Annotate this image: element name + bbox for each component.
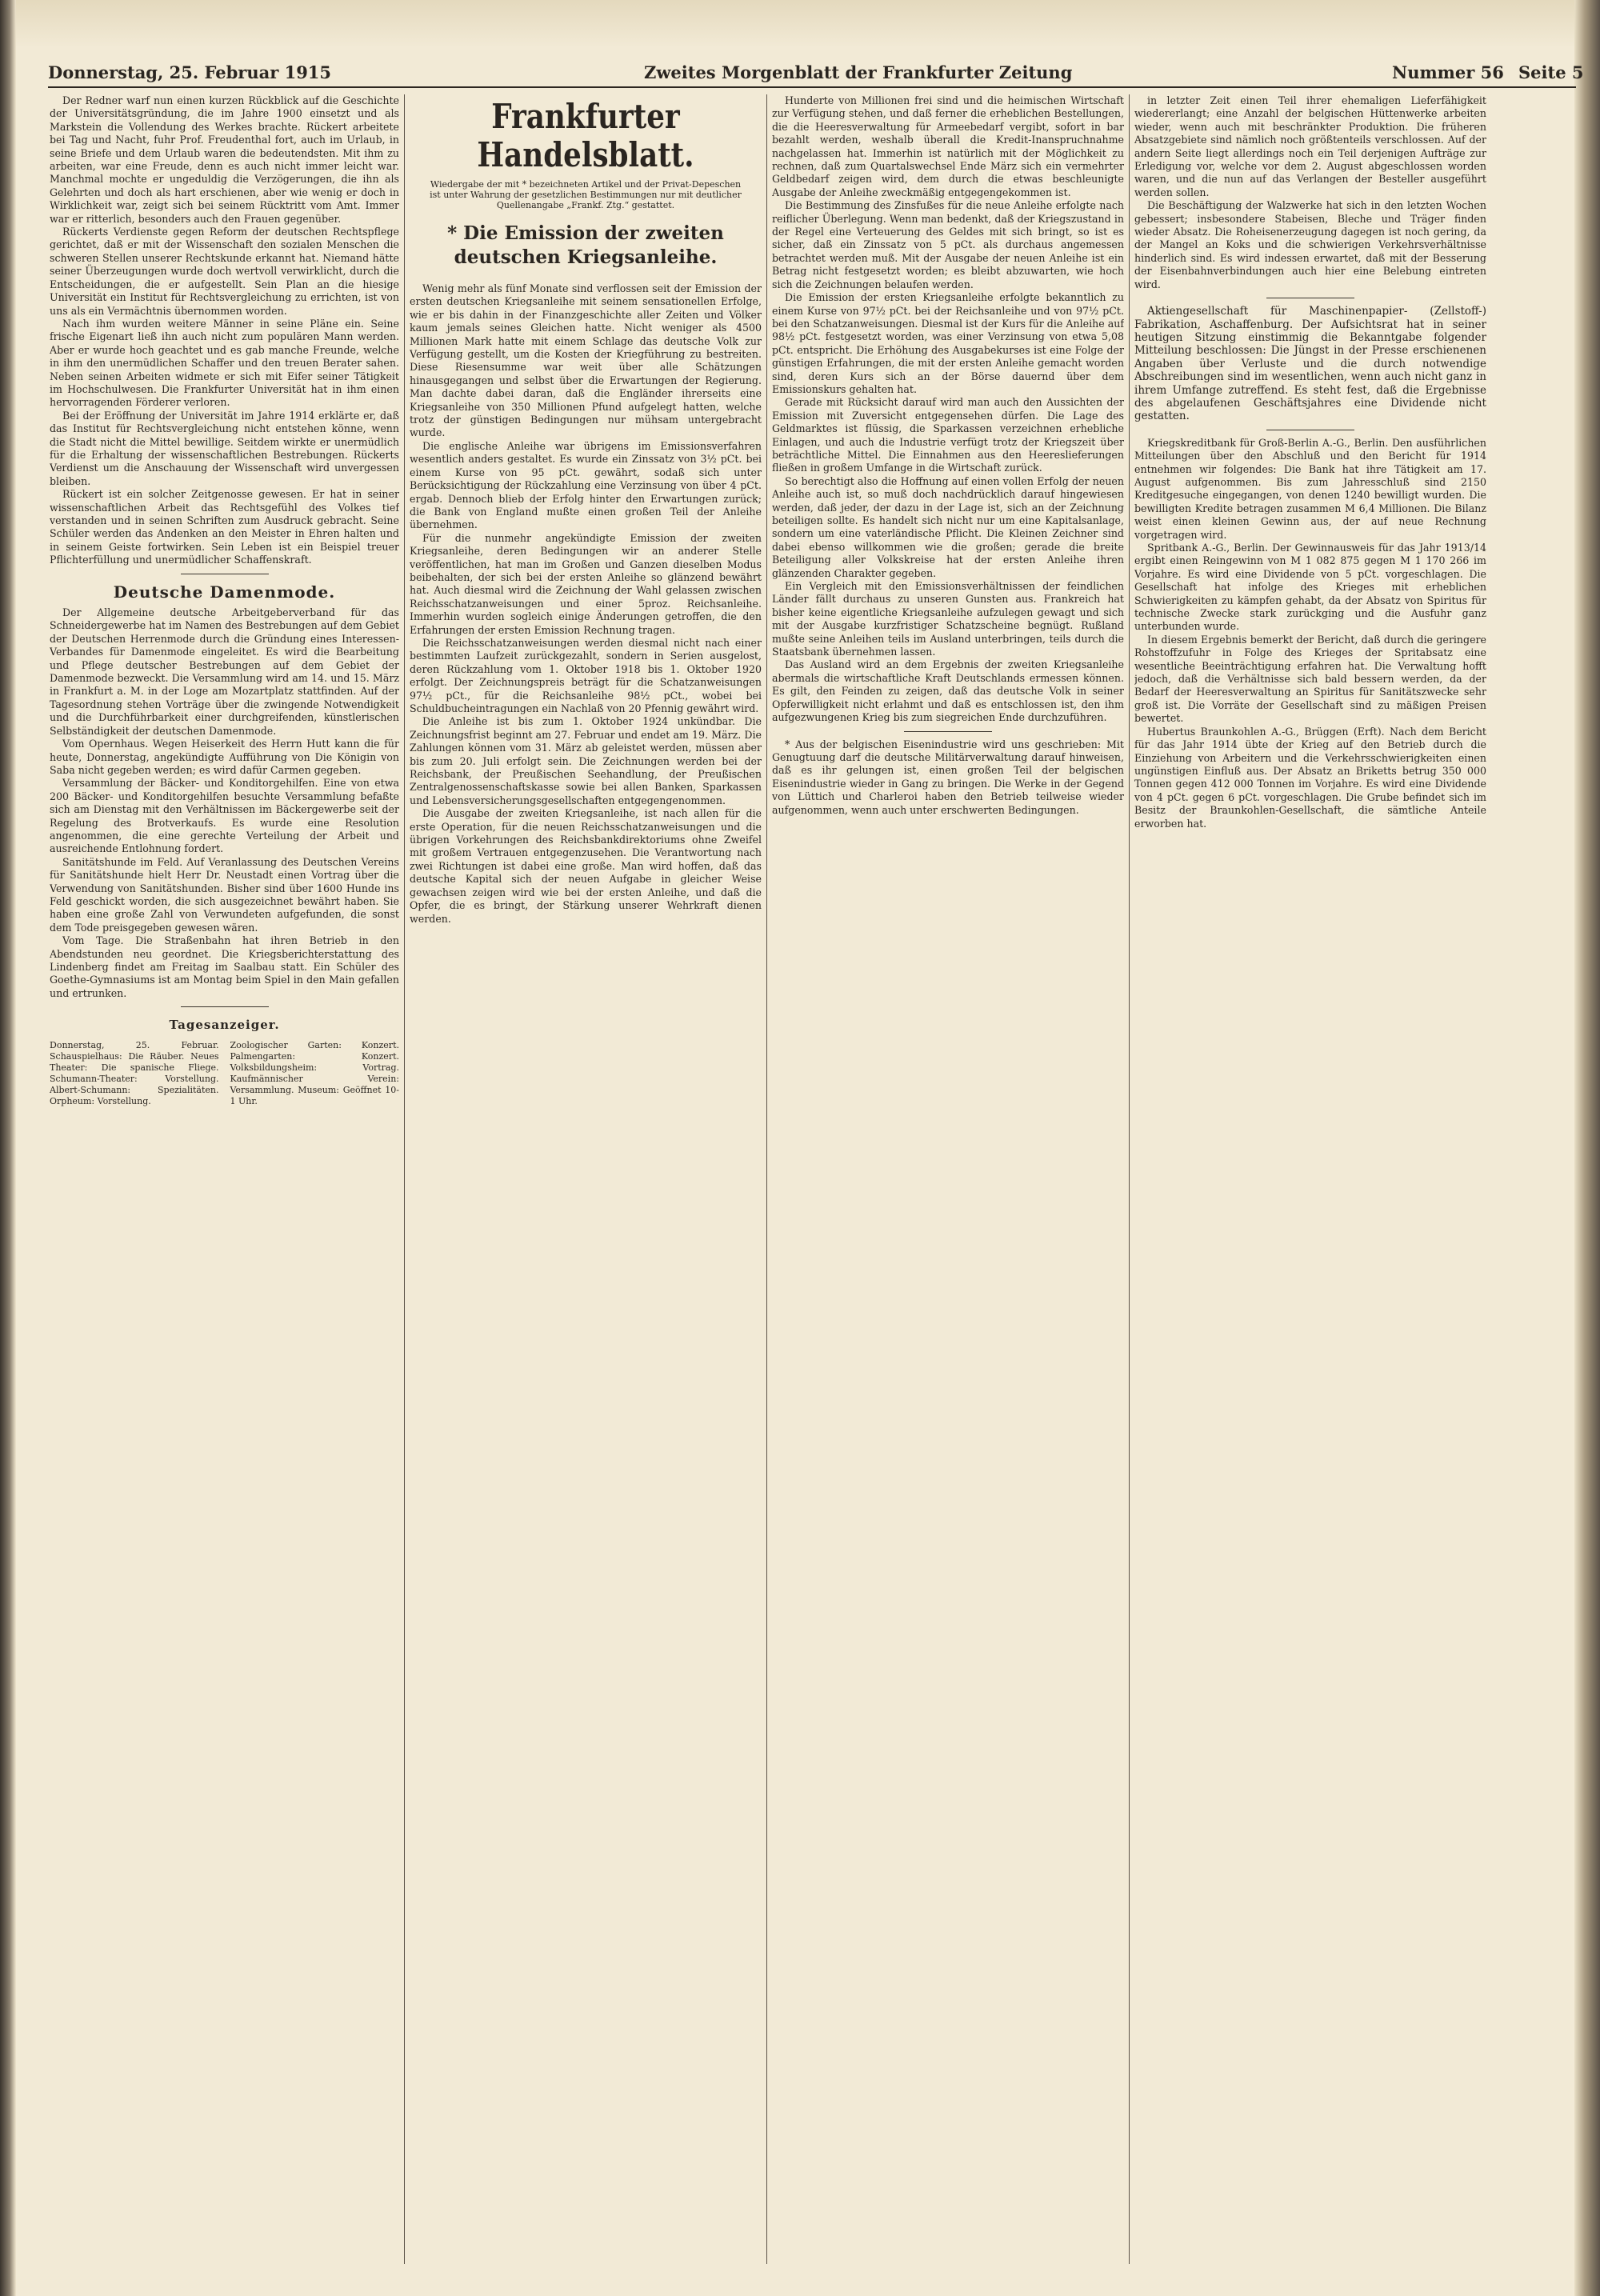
paragraph: So berechtigt also die Hoffnung auf einen vollen Erfolg der neuen Anleihe auch ist, so muß doch nachdrücklich darauf hingewiesen werden, daß jeder, der dazu in der Lage ist, sich an der Zeichnung beteiligen sollte. Es handelt sich nicht nur um eine Kapitalsanlage, sondern um eine vaterländische Pflicht. Die Kleinen Zeichner sind dabei ebenso willkommen wie die großen; gerade die breite Beteiligung aller Volkskreise hat der ersten Anleihe ihren glänzenden Charakter gegeben. <box>772 474 1124 579</box>
company-item: Hubertus Braunkohlen A.-G., Brüggen (Erft). Nach dem Bericht für das Jahr 1914 übte der Krieg auf den Betrieb durch die Einziehung von Arbeitern und die Verkehrsschwierigkeiten einen ungünstigen Einfluß aus. Der Absatz an Briketts betrug 350 000 Tonnen gegen 412 000 Tonnen im Vorjahre. Es wird eine Dividende von 4 pCt. gegen 6 pCt. vorgeschlagen. Die Grube befindet sich im Besitz der Braunkohlen-Gesellschaft, die sämtliche Anteile erworben hat. <box>1134 725 1486 830</box>
section-masthead: Frankfurter Handelsblatt. <box>477 97 694 174</box>
paragraph: Die Anleihe ist bis zum 1. Oktober 1924 unkündbar. Die Zeichnungsfrist beginnt am 27. Februar und endet am 19. März. Die Zahlungen können vom 31. März ab geleistet werden, müssen aber bis zum 20. Juli erfolgt sein. Die Zeichnungen werden bei der Reichsbank, der Preußischen Seehandlung, der Preußischen Zentralgenossenschaftskasse sowie bei allen Banken, Sparkassen und Lebensversicherungsgesellschaften entgegengenommen. <box>410 715 762 806</box>
masthead-edition: Zweites Morgenblatt der Frankfurter Zeitung <box>644 62 1073 82</box>
column-rule <box>1129 94 1130 2264</box>
paragraph: Versammlung der Bäcker- und Konditorgehilfen. Eine von etwa 200 Bäcker- und Konditorgehilfen besuchte Versammlung befaßte sich am Dienstag mit den Verhältnissen im Bäckergewerbe seit der Regelung des Brotverkaufs. Es wurde eine Resolution angenommen, die eine gerechte Verteilung der Arbeit und ausreichende Entlohnung fordert. <box>50 777 399 855</box>
masthead-page: Seite 5 <box>1518 62 1584 82</box>
paragraph: Die Beschäftigung der Walzwerke hat sich in den letzten Wochen gebessert; insbesondere Stabeisen, Bleche und Träger finden wieder Absatz. Die Roheisenerzeugung dagegen ist noch gering, da der Mangel an Koks und die schwierigen Verkehrsverhältnisse hinderlich sind. Es wird indessen erwartet, daß mit der Besserung der Eisenbahnverbindungen auch hier eine Belebung eintreten wird. <box>1134 199 1486 290</box>
paragraph: Nach ihm wurden weitere Männer in seine Pläne ein. Seine frische Eigenart ließ ihn auch nicht zum populären Mann werden. Aber er wurde hoch geachtet und es gab manche Freunde, welche in ihm den unermüdlichen Schaffer und den treuen Berater sahen. Neben seinen Arbeiten widmete er sich mit Eifer seiner Tätigkeit im Hochschulwesen. Die Frankfurter Universität hat in ihm einen hervorragenden Förderer verloren. <box>50 317 399 409</box>
paragraph: Wenig mehr als fünf Monate sind verflossen seit der Emission der ersten deutschen Kriegsanleihe mit seinem sensationellen Erfolge, wie er bis dahin in der Finanzgeschichte aller Zeiten und Völker kaum jemals seines Gleichen hatte. Nicht weniger als 4500 Millionen Mark hatte mit einem Schlage das deutsche Volk zur Verfügung gestellt, um die Kosten der Kriegführung zu bestreiten. Diese Riesensumme war weit über alle Schätzungen hinausgegangen und selbst über die Erwartungen der Regierung. Man dachte dabei daran, daß die Engländer ihrerseits eine Kriegsanleihe von 350 Millionen Pfund aufgelegt hatten, welche trotz der günstigen Bedingungen nur mühsam untergebracht wurde. <box>410 282 762 439</box>
column-trade-section <box>410 94 762 2280</box>
paragraph: Die Bestimmung des Zinsfußes für die neue Anleihe erfolgte nach reiflicher Überlegung. Wenn man bedenkt, daß der Kriegszustand in der Regel eine Verteuerung des Geldes mit sich bringt, so ist es sicher, daß ein Zinssatz von 5 pCt. als durchaus angemessen betrachtet werden muß. Mit der Ausgabe der neuen Anleihe ist ein Betrag nicht festgesetzt worden; es bleibt abzuwarten, wie hoch sich die Zeichnungen belaufen werden. <box>772 199 1124 290</box>
calendar-right: Zoologischer Garten: Konzert. Palmengarten: Konzert. Volksbildungsheim: Vortrag. Kaufmännischer Verein: Versammlung. Museum: Geöffnet 10-1 Uhr. <box>230 1039 399 1106</box>
divider <box>181 1006 269 1007</box>
paragraph: Die englische Anleihe war übrigens im Emissionsverfahren wesentlich anders gestaltet. Es wurde ein Zinssatz von 3½ pCt. bei einem Kurse von 95 pCt. gewährt, sodaß sich unter Berücksichtigung der Rückzahlung eine Verzinsung von über 4 pCt. ergab. Dennoch blieb der Erfolg hinter den Erwartungen zurück; die Bank von England mußte einen großen Teil der Anleihe übernehmen. <box>410 439 762 531</box>
divider <box>904 731 992 732</box>
paragraph: Gerade mit Rücksicht darauf wird man auch den Aussichten der Emission mit Zuversicht entgegensehen dürfen. Die Lage des Geldmarktes ist flüssig, die Sparkassen verzeichnen erhebliche Einlagen, und auch die Industrie verfügt trotz der Kriegszeit über beträchtliche Mittel. Die Einnahmen aus den Heereslieferungen fließen in großem Umfange in die Wirtschaft zurück. <box>772 396 1124 474</box>
paragraph: * Aus der belgischen Eisenindustrie wird uns geschrieben: Mit Genugtuung darf die deutsche Militärverwaltung darauf hinweisen, daß es ihr gelungen ist, einen großen Teil der belgischen Eisenindustrie wieder in Gang zu bringen. Die Werke in der Gegend von Lüttich und Charleroi haben den Betrieb teilweise wieder aufgenommen, wenn auch unter erschwerten Bedingungen. <box>772 738 1124 816</box>
paragraph: Die Emission der ersten Kriegsanleihe erfolgte bekanntlich zu einem Kurse von 97½ pCt. bei der Reichsanleihe und von 97½ pCt. bei den Schatzanweisungen. Diesmal ist der Kurs für die Anleihe auf 98½ pCt. festgesetzt worden, was einer Verzinsung von etwa 5,08 pCt. entspricht. Die Erhöhung des Ausgabekurses ist eine Folge der günstigen Erfahrungen, die mit der ersten Anleihe gemacht worden sind, deren Kurs sich an der Börse dauernd über dem Emissionskurs gehalten hat. <box>772 291 1124 395</box>
company-item: Spritbank A.-G., Berlin. Der Gewinnausweis für das Jahr 1913/14 ergibt einen Reingewinn von M 1 082 875 gegen M 1 170 266 im Vorjahre. Es wird eine Dividende von 5 pCt. vorgeschlagen. Die Gesellschaft hat infolge des Krieges mit erheblichen Schwierigkeiten zu kämpfen gehabt, da der Absatz von Spiritus für technische Zwecke stark zurückging und die Ausfuhr ganz unterbunden wurde. <box>1134 542 1486 633</box>
paragraph: Hunderte von Millionen frei sind und die heimischen Wirtschaft zur Verfügung stehen, und daß ferner die erheblichen Bestellungen, die die Heeresverwaltung für Armeebedarf vergibt, sofort in bar bezahlt werden, weshalb überall die Kredit-Inanspruchnahme nachgelassen hat. Immerhin ist natürlich mit der Möglichkeit zu rechnen, daß zum Quartalswechsel Ende März sich ein vermehrter Geldbedarf zeigen wird, dem durch die etwas beschleunigte Ausgabe der Anleihe zweckmäßig entgegengekommen ist. <box>772 94 1124 198</box>
company-item: Kriegskreditbank für Groß-Berlin A.-G., Berlin. Den ausführlichen Mitteilungen über den Abschluß und den Bericht für 1914 entnehmen wir folgendes: Die Bank hat ihre Tätigkeit am 17. August aufgenommen. Bis zum Jahresschluß sind 2150 Kreditgesuche eingegangen, von denen 1240 bewilligt wurden. Die bewilligten Kredite betragen zusammen M 6,4 Millionen. Die Bilanz weist einen kleinen Gewinn aus, der auf neue Rechnung vorgetragen wird. <box>1134 436 1486 541</box>
paragraph: Sanitätshunde im Feld. Auf Veranlassung des Deutschen Vereins für Sanitätshunde hielt Herr Dr. Neustadt einen Vortrag über die Verwendung von Sanitätshunden. Bisher sind über 1600 Hunde ins Feld geschickt worden, die sich ausgezeichnet bewährt haben. Sie haben eine große Zahl von Verwundeten aufgefunden, die sonst dem Tode preisgegeben gewesen wären. <box>50 855 399 934</box>
paragraph: Die Ausgabe der zweiten Kriegsanleihe, ist nach allen für die erste Operation, für die neuen Reichsschatzanweisungen und die übrigen Vorkehrungen des Reichsbankdirektoriums ohne Zweifel mit großem Vertrauen entgegenzusehen. Die Verantwortung nach zwei Richtungen ist dabei eine große. Man wird hoffen, daß das deutsche Kapital sich der neuen Aufgabe in gleicher Weise gewachsen zeigen wird wie bei der ersten Anleihe, und daß die Opfer, die es bringt, der Stärkung unserer Wehrkraft dienen werden. <box>410 807 762 925</box>
paragraph: Der Allgemeine deutsche Arbeitgeberverband für das Schneidergewerbe hat im Namen des Bestrebungen auf dem Gebiet der Deutschen Herrenmode durch die Gründung eines Interessen-Verbandes für Damenmode eingeleitet. Es wird die Bearbeitung und Pflege deutscher Bestrebungen auf dem Gebiet der Damenmode bezweckt. Die Versammlung wird am 14. und 15. März in Frankfurt a. M. in der Loge am Mozartplatz stattfinden. Auf der Tagesordnung stehen Vorträge über die zwingende Notwendigkeit und die Durchführbarkeit einer durchgreifenden, künstlerischen Selbständigkeit der deutschen Damenmode. <box>50 606 399 737</box>
paragraph: Die Reichsschatzanweisungen werden diesmal nicht nach einer bestimmten Laufzeit zurückgezahlt, sondern in Serien ausgelost, deren Rückzahlung vom 1. Oktober 1918 bis 1. Oktober 1920 erfolgt. Der Zeichnungspreis beträgt für die Schatzanweisungen 97½ pCt., für die Reichsanleihe 98½ pCt., wobei bei Schuldbucheintragungen ein Nachlaß von 20 Pfennig gewährt wird. <box>410 636 762 714</box>
masthead-number: Nummer 56 <box>1392 62 1504 82</box>
events-calendar <box>50 1040 399 1107</box>
column-local-news <box>50 94 399 2280</box>
section-title: Tagesanzeiger. <box>169 1018 280 1033</box>
paragraph: Für die nunmehr angekündigte Emission der zweiten Kriegsanleihe, deren Bedingungen wir an anderer Stelle veröffentlichen, hat man im Großen und Ganzen dieselben Modus beibehalten, der sich bei der ersten Anleihe so glänzend bewährt hat. Auch diesmal wird die Zeichnung der Wahl gelassen zwischen Reichsschatzanweisungen und einer 5proz. Reichsanleihe. Immerhin wurden sogleich einige Änderungen getroffen, die den Erfahrungen der ersten Emission Rechnung tragen. <box>410 531 762 636</box>
paragraph: Der Redner warf nun einen kurzen Rückblick auf die Geschichte der Universitätsgründung, die im Jahre 1900 einsetzt und als Markstein die Vollendung des Werkes brachte. Rückert arbeitete bei Tag und Nacht, fuhr Prof. Freudenthal fort, auch im Urlaub, in seine Briefe und dem Urlaub waren die bedeutendsten. Mit ihm zu arbeiten, war eine Freude, denn es auch nicht immer leicht war. Manchmal mochte er ungeduldig die Verzögerungen, die ihn als Gelehrten und doch als hart erschienen, aber wie wenig er doch in Wirklichkeit war, zeigt sich bei seinem Rücktritt vom Amt. Immer war er ritterlich, besonders auch den Frauen gegenüber. <box>50 94 399 225</box>
paragraph: Vom Tage. Die Straßenbahn hat ihren Betrieb in den Abendstunden neu geordnet. Die Kriegsberichterstattung des Lindenberg findet am Freitag im Saalbau statt. Ein Schüler des Goethe-Gymnasiums ist am Montag beim Spiel in den Main gefallen und ertrunken. <box>50 934 399 999</box>
paragraph: Das Ausland wird an dem Ergebnis der zweiten Kriegsanleihe abermals die wirtschaftliche Kraft Deutschlands ermessen können. Es gilt, den Feinden zu zeigen, daß das deutsche Volk in seiner Opferwilligkeit nicht erlahmt und daß es entschlossen ist, den ihm aufgezwungenen Krieg bis zum siegreichen Ende durchzuführen. <box>772 658 1124 724</box>
page-binding <box>0 0 16 2296</box>
section-title: Deutsche Damenmode. <box>113 582 336 602</box>
scan-shadow <box>16 0 1574 48</box>
column-company-news <box>1134 94 1486 2280</box>
paragraph: In diesem Ergebnis bemerkt der Bericht, daß durch die geringere Rohstoffzufuhr in Folge des Krieges der Spritabsatz eine wesentliche Beeinträchtigung erfahren hat. Die Verwaltung hofft jedoch, daß die Verhältnisse sich bald bessern werden, da der Bedarf der Heeresverwaltung an Spiritus für Sanitätszwecke sehr groß ist. Die Vorräte der Gesellschaft sind zu mäßigen Preisen bewertet. <box>1134 633 1486 725</box>
column-article-continued <box>772 94 1124 2280</box>
paragraph: Ein Vergleich mit den Emissionsverhältnissen der feindlichen Länder fällt durchaus zu unseren Gunsten aus. Frankreich hat bisher keine eigentliche Kriegsanleihe aufzulegen gewagt und sich mit der Ausgabe kurzfristiger Schatzscheine begnügt. Rußland mußte seine Anleihen teils im Ausland unterbringen, teils durch die Staatsbank übernehmen lassen. <box>772 580 1124 658</box>
reprint-note: Wiedergabe der mit * bezeichneten Artikel und der Privat-Depeschen ist unter Wahrung der gesetzlichen Bestimmungen nur mit deutlicher Quellenangabe „Frankf. Ztg.“ gestattet. <box>430 179 742 210</box>
calendar-left: Donnerstag, 25. Februar. Schauspielhaus: Die Räuber. Neues Theater: Die spanische Fliege. Schumann-Theater: Vorstellung. Albert-Schumann: Spezialitäten. Orpheum: Vorstellung. <box>50 1039 219 1106</box>
paragraph: Rückert ist ein solcher Zeitgenosse gewesen. Er hat in seiner wissenschaftlichen Arbeit das Rechtsgefühl des Volkes tief verstanden und in seinen Schriften zum Ausdruck gebracht. Seine Schüler werden das Andenken an den Meister in Ehren halten und in seinem Geiste fortwirken. Sein Leben ist ein Beispiel treuer Pflichterfüllung und unermüdlicher Schaffenskraft. <box>50 488 399 566</box>
article-title: * Die Emission der zweiten deutschen Kriegsanleihe. <box>447 222 724 268</box>
masthead <box>48 62 1584 88</box>
paragraph: Rückerts Verdienste gegen Reform der deutschen Rechtspflege gerichtet, daß er mit der Wissenschaft den sozialen Menschen die schweren Stellen unserer Rechtskunde erkannt hat. Niemand hätte seiner Überzeugungen wurde doch wertvoll verwirklicht, durch die Entscheidungen, die er aufgestellt. Sein Plan an die hiesige Universität ein Institut für Rechtsvergleichung zu errichten, ist von uns als ein Vermächtnis übernommen worden. <box>50 226 399 317</box>
paragraph: Bei der Eröffnung der Universität im Jahre 1914 erklärte er, daß das Institut für Rechtsvergleichung nicht entstehen könne, wenn die Stadt nicht die Mittel bewillige. Seitdem wirkte er unermüdlich für die Erhaltung der wissenschaftlichen Bestrebungen. Rückerts Verdienst um die Anschauung der Wissenschaft wird unvergessen bleiben. <box>50 409 399 487</box>
paragraph: Vom Opernhaus. Wegen Heiserkeit des Herrn Hutt kann die für heute, Donnerstag, angekündigte Aufführung von Die Königin von Saba nicht gegeben werden; es wird dafür Carmen gegeben. <box>50 738 399 776</box>
masthead-date: Donnerstag, 25. Februar 1915 <box>48 62 332 82</box>
company-item: Aktiengesellschaft für Maschinenpapier- (Zellstoff-) Fabrikation, Aschaffenburg. Der Aufsichtsrat hat in seiner heutigen Sitzung einstimmig die Bekanntgabe folgender Mitteilung beschlossen: Die Jüngst in der Presse erschienenen Angaben über Verluste und die durch notwendige Abschreibungen sind im wesentlichen, wenn auch nicht ganz in ihrem Umfange zutreffend. Es steht fest, daß die Ergebnisse des abgelaufenen Geschäftsjahres eine Dividende nicht gestatten. <box>1134 305 1486 423</box>
column-rule <box>404 94 405 2264</box>
page-edge <box>1574 0 1600 2296</box>
paragraph: in letzter Zeit einen Teil ihrer ehemaligen Lieferfähigkeit wiedererlangt; eine Anzahl der belgischen Hüttenwerke arbeiten wieder, wenn auch mit beschränkter Produktion. Die früheren Absatzgebiete sind nämlich noch größtenteils verschlossen. Auf der andern Seite liegt allerdings noch ein Teil derjenigen Aufträge zur Erledigung vor, welche vor dem 2. August abgeschlossen worden waren, und die nun auf das Verlangen der Besteller ausgeführt werden sollen. <box>1134 94 1486 198</box>
masthead-rule <box>48 86 1576 88</box>
column-rule <box>766 94 767 2264</box>
